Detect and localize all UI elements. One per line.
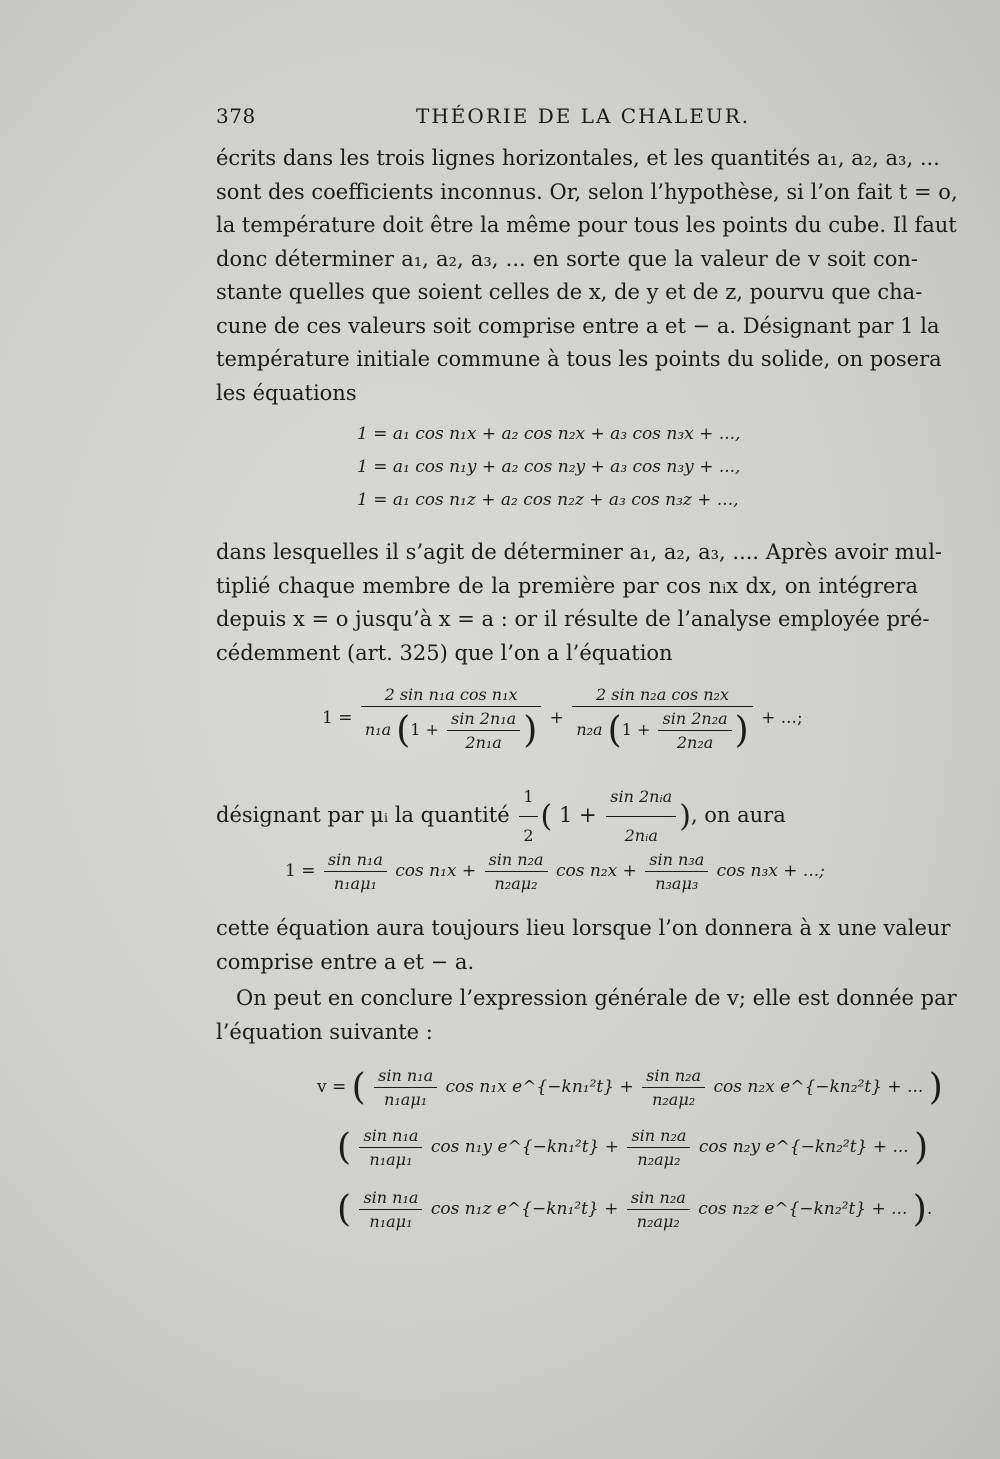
fraction — [359, 1188, 422, 1231]
fraction — [324, 850, 387, 893]
fraction-denominator: n₂aμ₂ — [636, 1212, 680, 1231]
fraction-denominator: n₂aμ₂ — [652, 1090, 696, 1109]
fraction-numerator: sin n₁a — [324, 850, 387, 872]
fraction-numerator: 2 sin n₂a cos n₂x — [572, 685, 752, 707]
equation-4: 1 = 2 sin n₁a cos n₁x n₁a (1 + $\frac{\text{sin 2n₁a}}{\text{2n₁a}}$ ) + 2 sin n₂a cos n₂x n₂a (1 + $\frac{\text{sin 2n₂a}}{\text{2n₂a}}$ ) + ...; — [322, 685, 803, 752]
fraction — [642, 1066, 705, 1109]
fraction-denominator: n₂aμ₂ — [494, 874, 538, 893]
text-line: depuis x = o jusqu’à x = a : or il résulte de l’analyse employée pré- — [216, 607, 930, 631]
text-line: désignant par μᵢ la quantité — [216, 802, 510, 827]
text-line: cette équation aura toujours lieu lorsque l’on donnera à x une valeur — [216, 916, 951, 940]
fraction-numerator: sin n₂a — [642, 1066, 705, 1088]
equation-lhs: 1 = — [322, 708, 353, 728]
term: cos n₁x e^{−kn₁²t} + — [445, 1077, 634, 1097]
fraction-denominator: n₁aμ₁ — [384, 1090, 428, 1109]
equation-lhs: v = — [317, 1077, 347, 1097]
equation-2: 1 = a₁ cos n₁y + a₂ cos n₂y + a₃ cos n₃y + ..., — [357, 457, 741, 477]
text-line: sont des coefficients inconnus. Or, selon l’hypothèse, si l’on fait t = o, — [216, 179, 958, 204]
term: cos n₂z e^{−kn₂²t} + ... — [698, 1199, 908, 1219]
inner-fraction — [606, 780, 676, 852]
fraction-numerator: sin n₂a — [485, 850, 548, 872]
text-line: stante quelles que soient celles de x, de y et de z, pourvu que cha- — [216, 280, 923, 304]
fraction — [572, 685, 752, 752]
paragraph-3: désignant par μᵢ la quantité $\frac{1}{2}$ ( 1 + $\frac{\text{sin 2nᵢa}}{\text{2nᵢa}}$ ), on aura — [216, 780, 918, 820]
fraction-denominator: 2n₂a — [676, 733, 714, 752]
fraction — [645, 850, 708, 893]
text-line: l’équation suivante : — [216, 1019, 433, 1044]
inner-fraction — [658, 709, 731, 752]
fraction — [627, 1126, 690, 1169]
fraction-denominator: n₂a (1 + $\frac{\text{sin 2n₂a}}{\text{2n₂a}}$ ) — [576, 709, 749, 752]
text-line: On peut en conclure l’expression générale de v; elle est donnée par — [236, 986, 957, 1010]
fraction-denominator: 2nᵢa — [624, 825, 658, 845]
fraction-denominator: n₁aμ₁ — [369, 1150, 413, 1169]
text-line: comprise entre a et − a. — [216, 949, 475, 974]
fraction-denominator: n₁aμ₁ — [333, 874, 377, 893]
fraction-denominator: n₃aμ₃ — [655, 874, 699, 893]
fraction — [359, 1126, 422, 1169]
term: cos n₁y e^{−kn₁²t} + — [430, 1137, 620, 1157]
fraction-denominator: n₁a (1 + $\frac{\text{sin 2n₁a}}{\text{2n₁a}}$ ) — [364, 709, 538, 752]
equation-3: 1 = a₁ cos n₁z + a₂ cos n₂z + a₃ cos n₃z + ..., — [357, 490, 739, 510]
text-line: dans lesquelles il s’agit de déterminer a₁, a₂, a₃, .... Après avoir mul- — [216, 540, 943, 564]
half-fraction — [519, 780, 537, 852]
fraction-numerator: sin n₁a — [359, 1126, 422, 1148]
running-title: THÉORIE DE LA CHALEUR. — [416, 104, 751, 128]
text-line: température initiale commune à tous les points du solide, on posera — [216, 347, 942, 371]
fraction — [627, 1188, 690, 1231]
fraction-denominator: 2 — [523, 825, 534, 845]
term: cos n₂y e^{−kn₂²t} + ... — [698, 1137, 909, 1157]
term: cos n₃x + ...; — [716, 861, 825, 881]
paragraph-1 — [216, 142, 958, 410]
paragraph-5 — [216, 982, 957, 1049]
fraction-numerator: sin 2n₂a — [658, 709, 731, 731]
term: cos n₂x + — [555, 861, 637, 881]
fraction — [374, 1066, 437, 1109]
equation-1: 1 = a₁ cos n₁x + a₂ cos n₂x + a₃ cos n₃x + ..., — [357, 424, 741, 444]
text-line: la température doit être la même pour tous les points du cube. Il faut — [216, 213, 957, 237]
fraction-numerator: sin 2nᵢa — [606, 780, 676, 817]
equation-tail: + ...; — [761, 708, 803, 728]
inner-fraction — [447, 709, 520, 752]
term: cos n₁x + — [395, 861, 477, 881]
text-line: cédemment (art. 325) que l’on a l’équation — [216, 640, 673, 665]
text-line: cune de ces valeurs soit comprise entre a et − a. Désignant par 1 la — [216, 313, 940, 338]
den-prefix: n₁a — [364, 720, 392, 739]
fraction — [361, 685, 541, 752]
fraction-numerator: sin n₂a — [627, 1188, 690, 1210]
text-line: donc déterminer a₁, a₂, a₃, ... en sorte que la valeur de v soit con- — [216, 246, 918, 271]
equation-6-row-2: ( $\frac{\text{sin n₁a}}{\text{n₁aμ₁}}$ cos n₁y e^{−kn₁²t} + $\frac{\text{sin n₂a}}{\text{n₂aμ₂}}$ cos n₂y e^{−kn₂²t} + ... ) — [337, 1126, 929, 1169]
equation-lhs: 1 = — [285, 861, 316, 881]
text-suffix: , on aura — [690, 802, 786, 827]
fraction-numerator: sin n₁a — [374, 1066, 437, 1088]
paragraph-4 — [216, 912, 951, 979]
fraction-numerator: sin 2n₁a — [447, 709, 520, 731]
den-prefix: n₂a — [576, 720, 603, 739]
fraction-denominator: 2n₁a — [465, 733, 502, 752]
page-header — [216, 104, 918, 134]
fraction-numerator: sin n₃a — [645, 850, 708, 872]
final-period: . — [926, 1199, 933, 1219]
fraction-numerator: 1 — [519, 780, 537, 817]
fraction-denominator: n₂aμ₂ — [637, 1150, 681, 1169]
equation-6-row-3: ( $\frac{\text{sin n₁a}}{\text{n₁aμ₁}}$ cos n₁z e^{−kn₁²t} + $\frac{\text{sin n₂a}}{\text{n₂aμ₂}}$ cos n₂z e^{−kn₂²t} + ... ). — [337, 1188, 933, 1231]
text-line: tiplié chaque membre de la première par cos nᵢx dx, on intégrera — [216, 573, 918, 598]
term: cos n₂x e^{−kn₂²t} + ... — [713, 1077, 924, 1097]
paragraph-2 — [216, 536, 943, 670]
text-line: écrits dans les trois lignes horizontales, et les quantités a₁, a₂, a₃, ... — [216, 146, 940, 170]
page-number: 378 — [216, 104, 256, 128]
equation-6-row-1: v = ( $\frac{\text{sin n₁a}}{\text{n₁aμ₁}}$ cos n₁x e^{−kn₁²t} + $\frac{\text{sin n₂a}}{\text{n₂aμ₂}}$ cos n₂x e^{−kn₂²t} + ... ) — [317, 1066, 943, 1109]
equation-5 — [285, 850, 825, 893]
fraction-denominator: n₁aμ₁ — [369, 1212, 413, 1231]
fraction — [485, 850, 548, 893]
fraction-numerator: sin n₂a — [627, 1126, 690, 1148]
text-line: les équations — [216, 380, 357, 405]
fraction-numerator: sin n₁a — [359, 1188, 422, 1210]
fraction-numerator: 2 sin n₁a cos n₁x — [361, 685, 541, 707]
term: cos n₁z e^{−kn₁²t} + — [430, 1199, 619, 1219]
